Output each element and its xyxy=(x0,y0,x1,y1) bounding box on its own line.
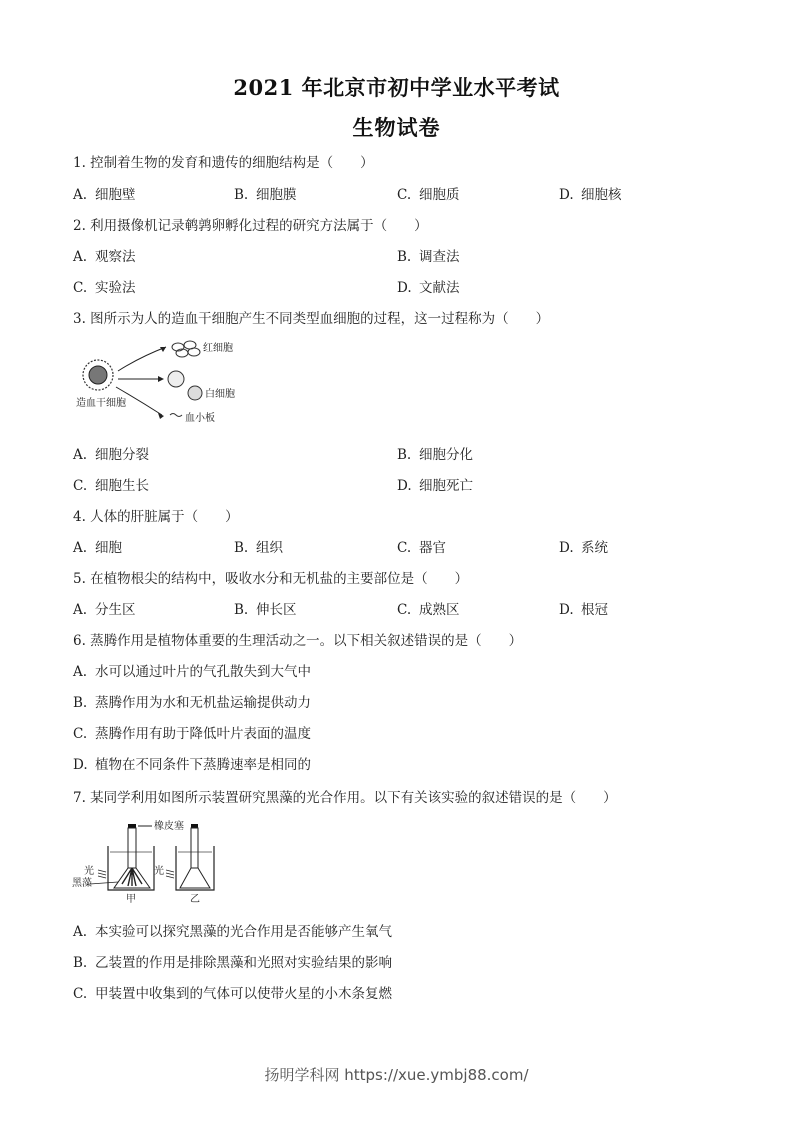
svg-text:甲: 甲 xyxy=(126,894,136,905)
svg-text:黑藻: 黑藻 xyxy=(72,878,92,889)
svg-text:乙: 乙 xyxy=(190,894,200,905)
red-blood-cell-icon xyxy=(172,341,200,357)
q6-option-c[interactable]: C. 蒸腾作用有助于降低叶片表面的温度 xyxy=(73,726,311,742)
q2-option-d[interactable]: D. 文献法 xyxy=(397,280,460,296)
question-2-stem: 2. 利用摄像机记录鹌鹑卵孵化过程的研究方法属于（ ） xyxy=(73,218,428,234)
photosynthesis-apparatus-figure xyxy=(70,818,240,908)
svg-text:光: 光 xyxy=(84,866,94,877)
q3-option-b[interactable]: B. 细胞分化 xyxy=(397,447,473,463)
question-7-stem: 7. 某同学利用如图所示装置研究黑藻的光合作用。以下有关该实验的叙述错误的是（ ） xyxy=(73,790,617,806)
svg-text:造血干细胞: 造血干细胞 xyxy=(76,398,126,409)
question-6-stem: 6. 蒸腾作用是植物体重要的生理活动之一。以下相关叙述错误的是（ ） xyxy=(73,633,523,649)
white-blood-cell-icon xyxy=(168,371,202,400)
apparatus-jia xyxy=(90,824,154,890)
apparatus-yi xyxy=(166,824,214,890)
svg-text:红细胞: 红细胞 xyxy=(203,343,233,354)
q6-option-b[interactable]: B. 蒸腾作用为水和无机盐运输提供动力 xyxy=(73,695,311,711)
exam-subtitle: 生物试卷 xyxy=(352,115,441,140)
q3-option-d[interactable]: D. 细胞死亡 xyxy=(397,478,473,494)
q1-option-a[interactable]: A. 细胞壁 xyxy=(73,187,136,203)
question-5-stem: 5. 在植物根尖的结构中，吸收水分和无机盐的主要部位是（ ） xyxy=(73,571,469,587)
exam-title: 2021 年北京市初中学业水平考试 xyxy=(233,75,560,100)
q3-option-a[interactable]: A. 细胞分裂 xyxy=(73,447,149,463)
q1-option-c[interactable]: C. 细胞质 xyxy=(397,187,460,203)
blood-cell-differentiation-figure xyxy=(70,335,250,430)
svg-text:橡皮塞: 橡皮塞 xyxy=(154,821,184,832)
q7-option-a[interactable]: A. 本实验可以探究黑藻的光合作用是否能够产生氧气 xyxy=(73,924,392,940)
q2-option-a[interactable]: A. 观察法 xyxy=(73,249,136,265)
q6-option-a[interactable]: A. 水可以通过叶片的气孔散失到大气中 xyxy=(73,664,311,680)
q7-option-b[interactable]: B. 乙装置的作用是排除黑藻和光照对实验结果的影响 xyxy=(73,955,392,971)
watermark-footer: 扬明学科网 https://xue.ymbj88.com/ xyxy=(264,1066,529,1084)
q4-option-c[interactable]: C. 器官 xyxy=(397,540,446,556)
q5-option-a[interactable]: A. 分生区 xyxy=(73,602,136,618)
q5-option-d[interactable]: D. 根冠 xyxy=(559,602,608,618)
q2-option-c[interactable]: C. 实验法 xyxy=(73,280,136,296)
q6-option-d[interactable]: D. 植物在不同条件下蒸腾速率是相同的 xyxy=(73,757,311,773)
q2-option-b[interactable]: B. 调查法 xyxy=(397,249,460,265)
question-4-stem: 4. 人体的肝脏属于（ ） xyxy=(73,509,239,525)
svg-text:血小板: 血小板 xyxy=(185,413,215,424)
q4-option-b[interactable]: B. 组织 xyxy=(234,540,283,556)
q4-option-d[interactable]: D. 系统 xyxy=(559,540,608,556)
q4-option-a[interactable]: A. 细胞 xyxy=(73,540,122,556)
q3-option-c[interactable]: C. 细胞生长 xyxy=(73,478,149,494)
stem-cell-icon xyxy=(83,360,113,390)
q5-option-b[interactable]: B. 伸长区 xyxy=(234,602,297,618)
q1-option-d[interactable]: D. 细胞核 xyxy=(559,187,622,203)
question-1-stem: 1. 控制着生物的发育和遗传的细胞结构是（ ） xyxy=(73,155,374,171)
svg-text:白细胞: 白细胞 xyxy=(205,389,235,400)
svg-text:光: 光 xyxy=(154,866,164,877)
q7-option-c[interactable]: C. 甲装置中收集到的气体可以使带火星的小木条复燃 xyxy=(73,986,392,1002)
platelet-icon xyxy=(170,414,182,417)
q5-option-c[interactable]: C. 成熟区 xyxy=(397,602,460,618)
q1-option-b[interactable]: B. 细胞膜 xyxy=(234,187,297,203)
question-3-stem: 3. 图所示为人的造血干细胞产生不同类型血细胞的过程，这一过程称为（ ） xyxy=(73,311,550,327)
